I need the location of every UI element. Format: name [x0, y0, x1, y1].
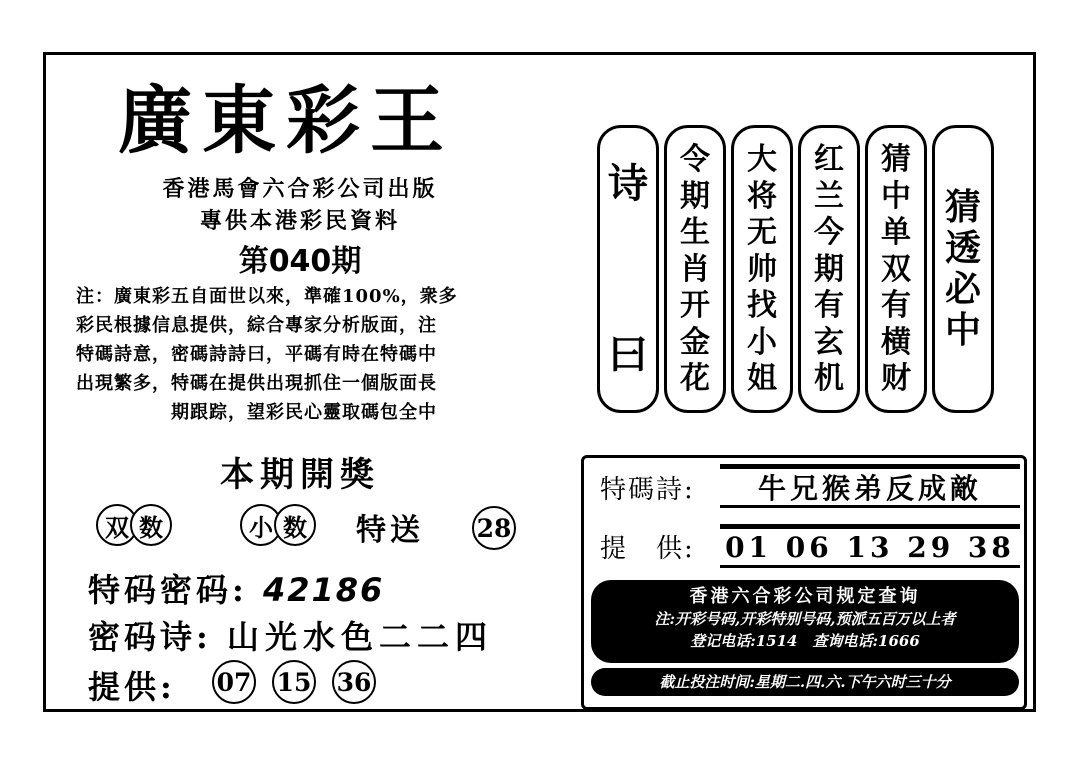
issue-suffix: 期	[331, 244, 362, 279]
scroll-char: 将	[747, 178, 777, 214]
provide-line	[88, 662, 176, 708]
big-small-result	[240, 501, 308, 549]
note-line: 特碼詩意，密碼詩詩曰，平碼有時在特碼中	[76, 344, 437, 365]
issue-heading	[80, 236, 520, 280]
secret-poem-label: 密码诗:	[88, 618, 212, 656]
panel-poem-value: 牛兄猴弟反成敵	[720, 464, 1020, 508]
scroll-char: 期	[680, 178, 710, 214]
publisher-line: 香港馬會六合彩公司出版	[162, 176, 438, 202]
scroll-char: 猜	[944, 186, 981, 228]
scroll-char: 机	[814, 361, 844, 396]
result-char: 小	[240, 504, 282, 546]
result-char: 数	[274, 504, 316, 546]
notice-block	[591, 580, 1019, 663]
panel-provide-value: 01 06 13 29 38	[720, 524, 1020, 568]
scroll-char: 花	[680, 361, 710, 396]
special-number: 28	[472, 506, 516, 550]
scroll-char: 透	[944, 227, 981, 269]
scroll-char: 金	[680, 324, 710, 360]
secret-poem-value: 山光水色二二四	[226, 618, 493, 656]
scroll-char: 猜	[881, 142, 911, 177]
panel-poem-label: 特碼詩:	[600, 475, 695, 505]
scroll-char: 无	[747, 215, 777, 250]
special-label: 特送	[356, 513, 424, 548]
secret-code-line	[88, 565, 384, 611]
scroll-char: 中	[881, 178, 911, 214]
scroll-column-2	[731, 125, 793, 413]
scroll-column-1	[664, 125, 726, 413]
provide-label: 提供:	[88, 668, 176, 706]
result-char: 双	[96, 504, 138, 546]
scroll-column-5	[932, 125, 994, 413]
scroll-char: 期	[814, 251, 844, 287]
secret-code-label: 特码密码:	[88, 571, 248, 609]
note-line: 注：廣東彩五自面世以來，準確100%，衆多	[76, 286, 458, 307]
note-line: 出現繁多，特碼在提供出現抓住一個版面長	[76, 373, 437, 394]
scroll-char: 必	[944, 268, 981, 310]
provide-number: 15	[272, 660, 316, 704]
scroll-char: 单	[881, 215, 911, 250]
note-line: 彩民根據信息提供，綜合專家分析版面，注	[76, 315, 437, 336]
scroll-char: 诗	[608, 160, 648, 207]
scroll-column-4	[865, 125, 927, 413]
scroll-char: 有	[814, 288, 844, 323]
scroll-char: 帅	[747, 251, 777, 287]
secret-poem-line	[88, 612, 493, 658]
notice-phones: 登记电话:1514 查询电话:1666	[690, 632, 920, 650]
scroll-char: 大	[747, 142, 777, 177]
note-line: 期跟踪，望彩民心靈取碼包全中	[171, 402, 437, 423]
deadline-bar: 截止投注时间:星期二.四.六.下午六时三十分	[591, 668, 1019, 696]
notice-text: 注:开彩号码,开彩特别号码,预派五百万以上者	[654, 610, 956, 628]
odd-even-result	[96, 501, 164, 549]
intro-note	[76, 282, 532, 427]
issue-number: 040	[268, 244, 332, 279]
page-title: 廣東彩王	[118, 78, 454, 164]
scroll-poem-title	[597, 125, 659, 413]
scroll-char: 曰	[608, 331, 648, 378]
scroll-char: 有	[881, 288, 911, 323]
issue-prefix: 第	[238, 244, 269, 279]
draw-heading: 本期開獎	[220, 455, 380, 495]
scroll-column-3	[798, 125, 860, 413]
scroll-char: 姐	[747, 361, 777, 396]
scroll-char: 开	[680, 288, 710, 323]
scroll-char: 令	[680, 142, 710, 177]
scroll-char: 兰	[814, 178, 844, 214]
scroll-char: 红	[814, 142, 844, 177]
secret-code-value: 42186	[262, 571, 385, 609]
notice-heading: 香港六合彩公司规定查询	[689, 586, 921, 607]
audience-line: 專供本港彩民資料	[199, 208, 400, 234]
scroll-char: 找	[747, 288, 777, 323]
scroll-char: 财	[881, 361, 911, 396]
scroll-char: 横	[881, 324, 911, 360]
scroll-char: 小	[747, 324, 777, 360]
scroll-char: 生	[680, 215, 710, 250]
result-char: 数	[130, 504, 172, 546]
scroll-char: 今	[814, 215, 844, 250]
scroll-char: 玄	[814, 324, 844, 360]
provide-number: 07	[212, 660, 256, 704]
panel-provide-label: 提 供:	[600, 534, 695, 564]
provide-number: 36	[332, 660, 376, 704]
scroll-char: 双	[881, 251, 911, 287]
scroll-char: 肖	[680, 251, 710, 287]
scroll-char: 中	[944, 309, 981, 351]
